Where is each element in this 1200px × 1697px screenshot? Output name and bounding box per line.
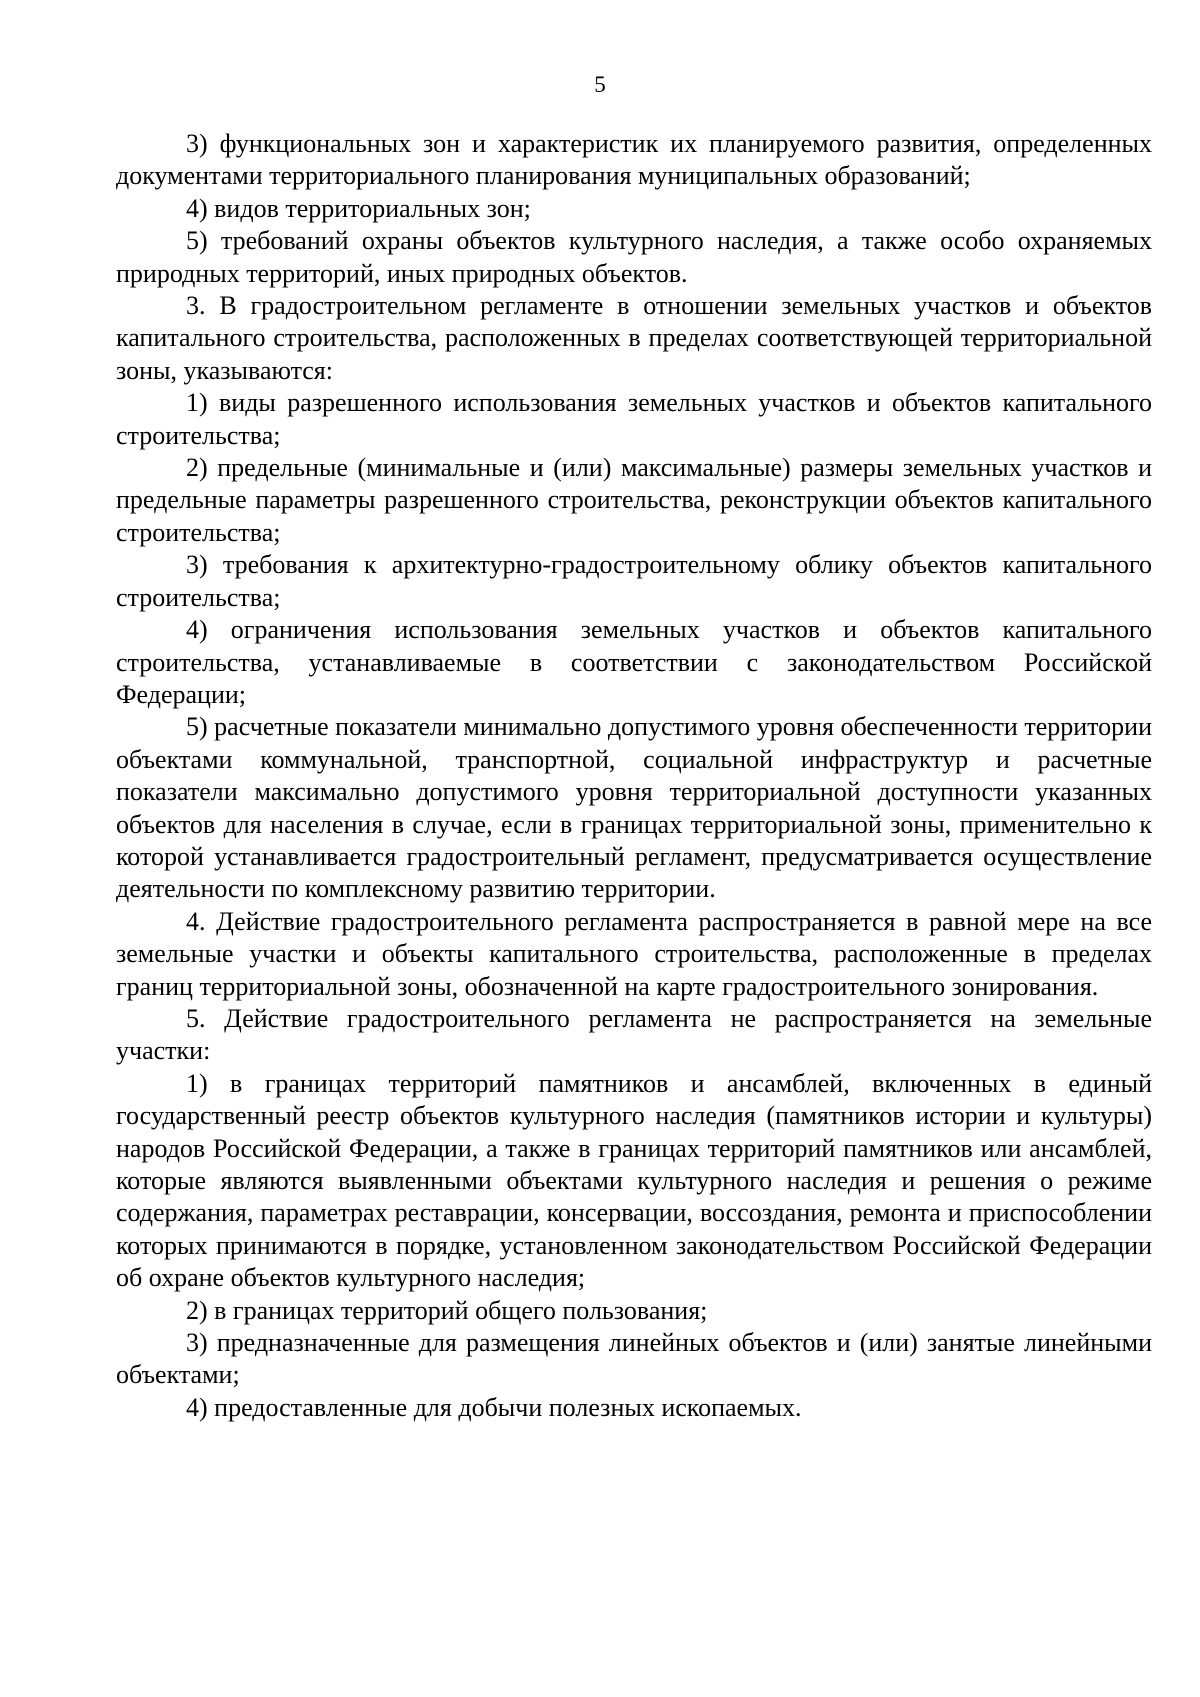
paragraph-clause-4: 4. Действие градостроительного регламента распространяется в равной мере на все земельные участки и объекты капитального строительства, расположенные в пределах границ территориальной зоны, обозначенной на карте градостроительного зонирования.: [116, 906, 1152, 1001]
paragraph-item-5-protection-requirements: 5) требований охраны объектов культурного наследия, а также особо охраняемых природных территорий, иных природных объектов.: [116, 226, 1152, 288]
paragraph-clause-5-item-2: 2) в границах территорий общего пользования;: [186, 1295, 708, 1325]
page-number: 5: [594, 72, 606, 97]
paragraph-clause-3: 3. В градостроительном регламенте в отношении земельных участков и объектов капитального строительства, расположенных в пределах соответствующей территориальной зоны, указываются:: [116, 291, 1152, 385]
paragraph-clause-5: 5. Действие градостроительного регламента не распространяется на земельные участки:: [116, 1003, 1152, 1066]
paragraph-clause-3-item-2: 2) предельные (минимальные и (или) максимальные) размеры земельных участков и предельные параметры разрешенного строительства, реконструкции объектов капитального строительства;: [116, 453, 1152, 547]
paragraph-clause-3-item-4: 4) ограничения использования земельных участков и объектов капитального строительства, устанавливаемые в соответствии с законодательством Российской Федерации;: [116, 615, 1152, 709]
document-body: [116, 128, 1152, 1424]
paragraph-clause-5-item-1: 1) в границах территорий памятников и ансамблей, включенных в единый государственный реестр объектов культурного наследия (памятников истории и культуры) народов Российской Федерации, а также в границах территорий памятников или ансамблей, которые являются выявленными объектами культурного наследия и решения о режиме содержания, параметрах реставрации, консервации, воссоздания, ремонта и приспособлении которых принимаются в порядке, установленном законодательством Российской Федерации об охране объектов культурного наследия;: [116, 1068, 1152, 1293]
paragraph-item-4-zone-types: 4) видов территориальных зон;: [186, 193, 531, 223]
paragraph-clause-3-item-1: 1) виды разрешенного использования земельных участков и объектов капитального строительства;: [116, 388, 1152, 450]
paragraph-clause-5-item-4: 4) предоставленные для добычи полезных ископаемых.: [186, 1392, 802, 1422]
paragraph-clause-3-item-3: 3) требования к архитектурно-градостроительному облику объектов капитального строительства;: [116, 550, 1152, 612]
paragraph-clause-5-item-3: 3) предназначенные для размещения линейных объектов и (или) занятые линейными объектами;: [116, 1328, 1152, 1390]
paragraph-item-3-functional-zones: 3) функциональных зон и характеристик их планируемого развития, определенных документами территориального планирования муниципальных образований;: [116, 129, 1152, 191]
paragraph-clause-3-item-5: 5) расчетные показатели минимально допустимого уровня обеспеченности территории объектами коммунальной, транспортной, социальной инфраструктур и расчетные показатели максимально допустимого уровня территориальной доступности указанных объектов для населения в случае, если в границах территориальной зоны, применительно к которой устанавливается градостроительный регламент, предусматривается осуществление деятельности по комплексному развитию территории.: [116, 712, 1152, 904]
